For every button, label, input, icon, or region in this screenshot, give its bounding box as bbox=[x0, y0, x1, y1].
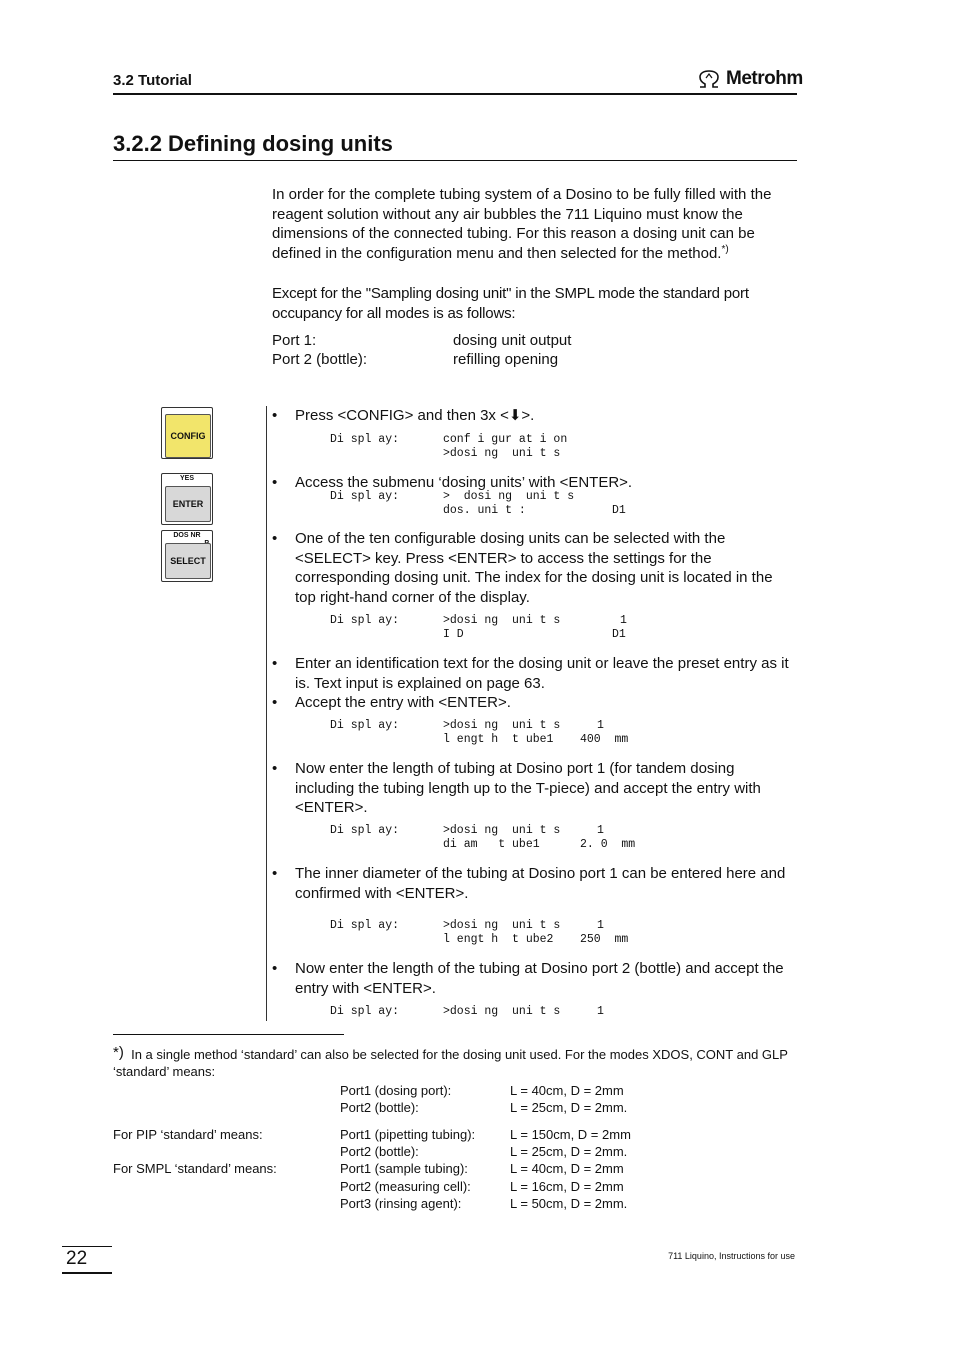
display-readout bbox=[330, 433, 770, 461]
display-readout bbox=[330, 719, 770, 747]
fn-port: Port1 (sample tubing): bbox=[340, 1161, 468, 1176]
fn-group-label: For SMPL ‘standard’ means: bbox=[113, 1161, 277, 1176]
display-label: Di spl ay: bbox=[330, 1005, 400, 1018]
enter-key[interactable] bbox=[161, 473, 213, 525]
display-line2: dos. uni t : bbox=[443, 504, 526, 517]
select-key[interactable] bbox=[161, 530, 213, 582]
fn-value: L = 25cm, D = 2mm. bbox=[510, 1100, 628, 1115]
fn-value: L = 150cm, D = 2mm bbox=[510, 1127, 631, 1142]
key-top-label: YES bbox=[179, 475, 194, 482]
section-header: 3.2 Tutorial bbox=[113, 72, 192, 89]
step-item: • The inner diameter of the tubing at Dosino port 1 can be entered here and confirmed with <ENTER>. bbox=[272, 864, 797, 903]
display-right1: 1 bbox=[620, 614, 627, 627]
display-line2: >dosi ng uni t s bbox=[443, 447, 561, 460]
standard-ports-text: Except for the "Sampling dosing unit" in the SMPL mode the standard port occupancy for all modes is as follows: bbox=[272, 285, 749, 322]
fn-port: Port1 (dosing port): bbox=[340, 1083, 452, 1098]
page-number-rule bbox=[62, 1272, 112, 1274]
port-name: Port 1: bbox=[272, 332, 317, 349]
display-readout bbox=[330, 824, 770, 852]
display-readout bbox=[330, 490, 770, 518]
port-use: dosing unit output bbox=[453, 332, 572, 349]
port-row bbox=[272, 332, 797, 352]
display-right2: 2. 0 mm bbox=[580, 838, 636, 851]
step-item: • Access the submenu ‘dosing units’ with <ENTER>. bbox=[272, 473, 797, 493]
select-key-face: SELECT bbox=[165, 543, 211, 579]
key-top-label: DOS NR bbox=[173, 532, 201, 539]
display-right1: 1 bbox=[597, 824, 604, 837]
display-line1: >dosi ng uni t s bbox=[443, 719, 561, 732]
fn-value: L = 16cm, D = 2mm bbox=[510, 1179, 624, 1194]
step-item: • Now enter the length of the tubing at Dosino port 2 (bottle) and accept the entry with <ENTER>. bbox=[272, 959, 797, 998]
header-rule bbox=[113, 93, 797, 95]
display-line2: I D bbox=[443, 628, 464, 641]
step-item: • Enter an identification text for the dosing unit or leave the preset entry as it is. Text input is explained on page 63. bbox=[272, 654, 797, 693]
display-readout bbox=[330, 919, 770, 947]
intro-paragraph bbox=[272, 185, 797, 263]
step-item: • Now enter the length of tubing at Dosino port 1 (for tandem dosing including the tubing length up to the T-piece) and accept the entry with <ENTER>. bbox=[272, 759, 797, 818]
fn-port: Port2 (measuring cell): bbox=[340, 1179, 471, 1194]
display-label: Di spl ay: bbox=[330, 614, 400, 627]
display-line1: >dosi ng uni t s bbox=[443, 1005, 561, 1018]
display-line2: l engt h t ube2 bbox=[443, 933, 554, 946]
brand-logo bbox=[697, 67, 803, 91]
display-line1: >dosi ng uni t s bbox=[443, 919, 561, 932]
page-title: 3.2.2 Defining dosing units bbox=[113, 131, 393, 156]
fn-port: Port3 (rinsing agent): bbox=[340, 1196, 462, 1211]
display-right2: D1 bbox=[612, 628, 626, 641]
step-item: • One of the ten configurable dosing units can be selected with the <SELECT> key. Press <ENTER> to access the settings for the corresponding dosing unit. The index for the dosing unit is located in the top right-hand corner of the display. bbox=[272, 529, 797, 607]
display-line1: >dosi ng uni t s bbox=[443, 824, 561, 837]
display-label: Di spl ay: bbox=[330, 490, 400, 503]
fn-value: L = 25cm, D = 2mm. bbox=[510, 1144, 628, 1159]
footnote-mark: *) bbox=[113, 1044, 124, 1061]
page-number-rule-top bbox=[62, 1246, 112, 1247]
page-number: 22 bbox=[66, 1248, 88, 1269]
footnote-mark: *) bbox=[721, 243, 729, 255]
display-right1: 1 bbox=[597, 919, 604, 932]
display-readout bbox=[330, 614, 770, 642]
footnote-rule bbox=[113, 1034, 344, 1035]
fn-value: L = 40cm, D = 2mm bbox=[510, 1083, 624, 1098]
footnote-text bbox=[113, 1044, 797, 1080]
display-right2: D1 bbox=[612, 504, 626, 517]
display-label: Di spl ay: bbox=[330, 719, 400, 732]
config-key-face: CONFIG bbox=[165, 414, 211, 458]
port-use: refilling opening bbox=[453, 351, 559, 368]
display-right1: 1 bbox=[597, 1005, 604, 1018]
fn-port: Port2 (bottle): bbox=[340, 1144, 419, 1159]
display-right2: 250 mm bbox=[580, 933, 629, 946]
display-label: Di spl ay: bbox=[330, 433, 400, 446]
brand-name: Metrohm bbox=[726, 68, 803, 89]
fn-value: L = 40cm, D = 2mm bbox=[510, 1161, 624, 1176]
port-name: Port 2 (bottle): bbox=[272, 351, 368, 368]
display-line1: conf i gur at i on bbox=[443, 433, 568, 446]
display-line1: >dosi ng uni t s bbox=[443, 614, 561, 627]
fn-port: Port1 (pipetting tubing): bbox=[340, 1127, 476, 1142]
margin-rule bbox=[266, 406, 267, 1021]
title-rule bbox=[113, 160, 797, 161]
fn-value: L = 50cm, D = 2mm. bbox=[510, 1196, 628, 1211]
display-right1: 1 bbox=[597, 719, 604, 732]
config-key[interactable] bbox=[161, 407, 213, 459]
display-readout bbox=[330, 1005, 770, 1019]
display-label: Di spl ay: bbox=[330, 824, 400, 837]
step-item: • Accept the entry with <ENTER>. bbox=[272, 693, 797, 713]
document-id: 711 Liquino, Instructions for use bbox=[668, 1251, 795, 1261]
display-line1: > dosi ng uni t s bbox=[443, 490, 575, 503]
display-right2: 400 mm bbox=[580, 733, 629, 746]
display-line2: l engt h t ube1 bbox=[443, 733, 554, 746]
omega-logo-icon bbox=[697, 69, 721, 89]
fn-group-label: For PIP ‘standard’ means: bbox=[113, 1127, 263, 1142]
display-line2: di am t ube1 bbox=[443, 838, 540, 851]
display-label: Di spl ay: bbox=[330, 919, 400, 932]
footnote-body: In a single method ‘standard’ can also be selected for the dosing unit used. For the modes XDOS, CONT and GLP ‘standard’ means: bbox=[113, 1047, 788, 1079]
step-item: • Press <CONFIG> and then 3x <⬇>. bbox=[272, 406, 797, 426]
port-row bbox=[272, 351, 797, 371]
enter-key-face: ENTER bbox=[165, 486, 211, 522]
intro-text: In order for the complete tubing system of a Dosino to be fully filled with the reagent solution without any air bubbles the 711 Liquino must know the dimensions of the connected tubing. For this reason a dosing unit can be defined in the configuration menu and then selected for the method. bbox=[272, 186, 772, 262]
fn-port: Port2 (bottle): bbox=[340, 1100, 419, 1115]
